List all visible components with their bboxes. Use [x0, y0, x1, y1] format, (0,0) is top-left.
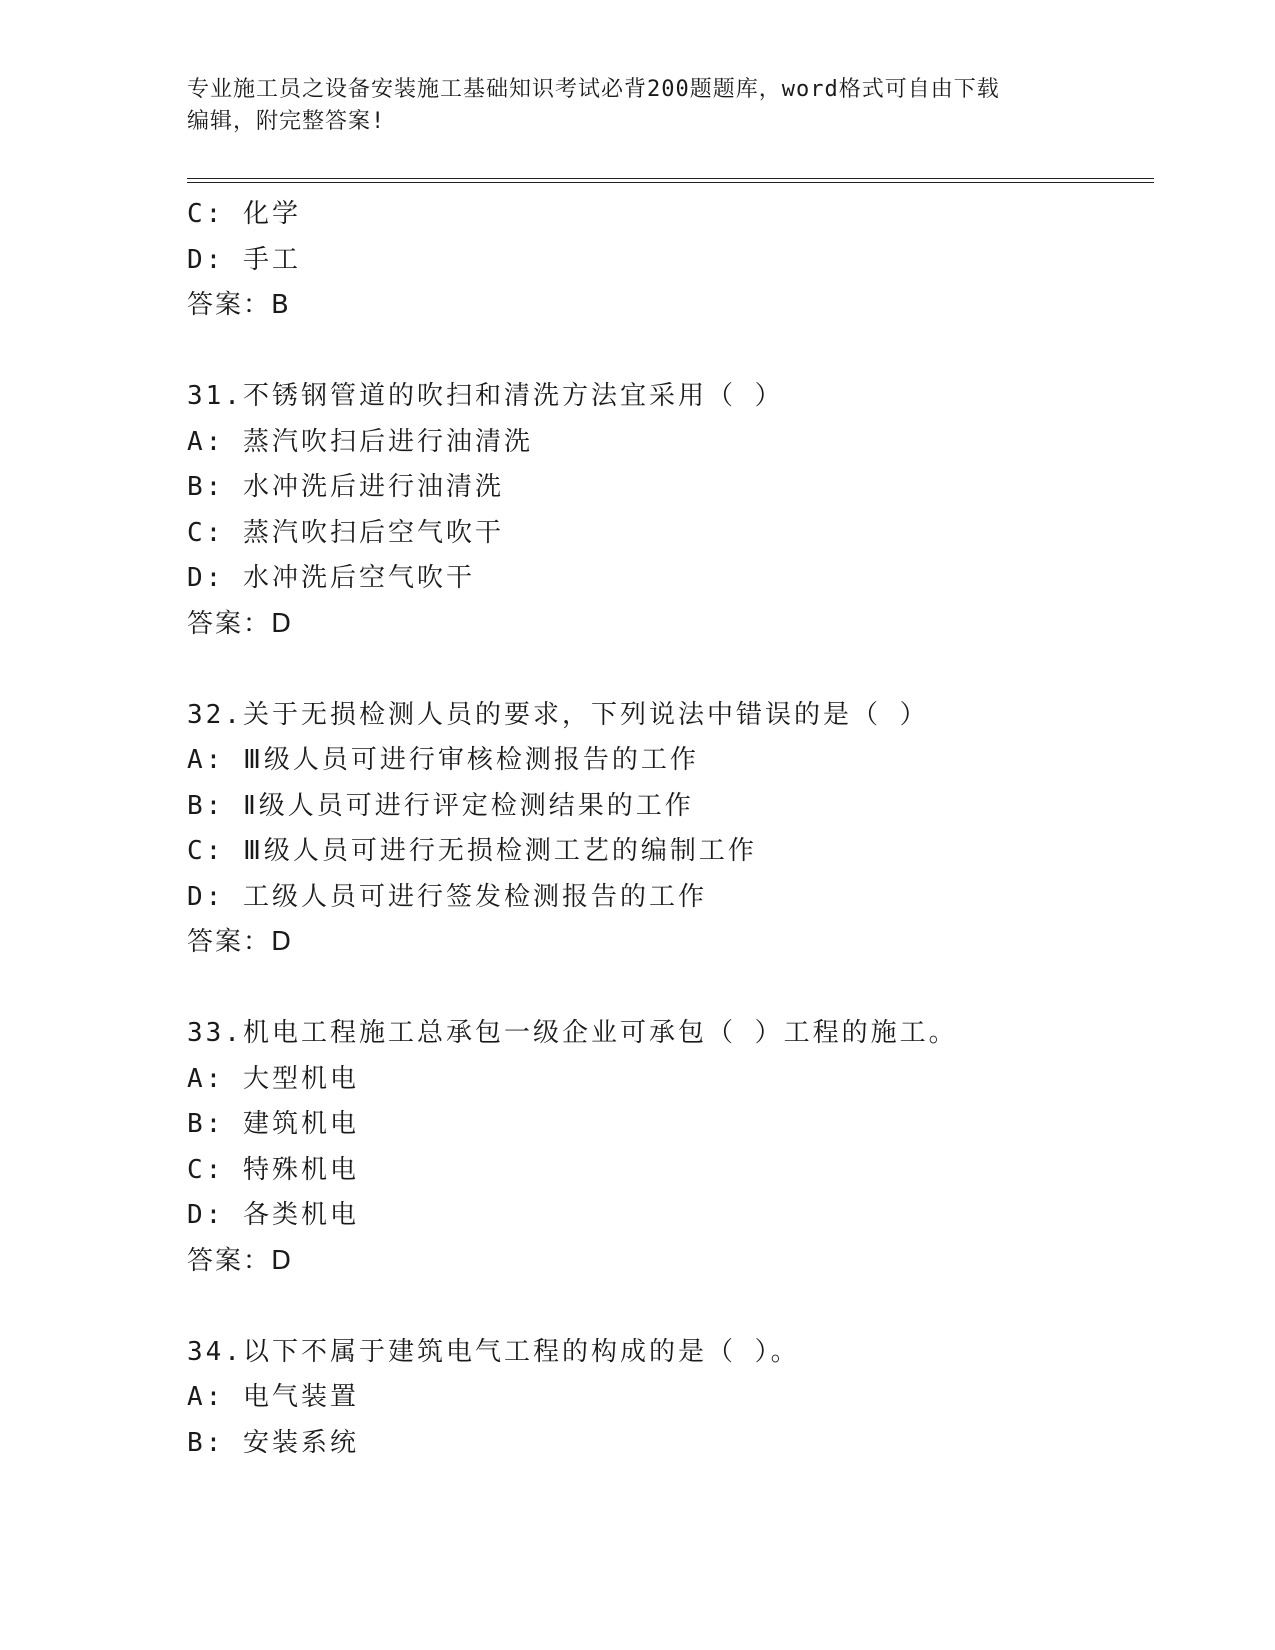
option-b: B: 建筑机电	[187, 1109, 359, 1139]
header-line-1: 专业施工员之设备安装施工基础知识考试必背200题题库，word格式可自由下载	[187, 77, 1000, 102]
header-divider-bottom	[187, 182, 1154, 183]
question-32	[187, 693, 1147, 966]
option-d: D: 手工	[187, 244, 301, 275]
option-d: D: 水冲洗后空气吹干	[187, 563, 475, 593]
answer-line: 答案：B	[187, 290, 291, 320]
question-34	[187, 1330, 1147, 1467]
option-c: C: 特殊机电	[187, 1154, 359, 1185]
option-c: C: 化学	[187, 199, 301, 229]
option-d: D: 各类机电	[187, 1200, 359, 1230]
option-d: D: 工级人员可进行签发检测报告的工作	[187, 881, 707, 912]
question-30-continued	[187, 192, 1147, 329]
document-header	[187, 74, 1067, 138]
answer-line: 答案：D	[187, 927, 294, 957]
question-stem: 34.以下不属于建筑电气工程的构成的是（ ）。	[187, 1336, 800, 1367]
answer-line: 答案：D	[187, 1245, 294, 1276]
answer-line: 答案：D	[187, 608, 294, 639]
option-a: A: 蒸汽吹扫后进行油清洗	[187, 426, 533, 457]
option-a: A: 电气装置	[187, 1382, 359, 1412]
question-33	[187, 1011, 1147, 1284]
question-stem: 31.不锈钢管道的吹扫和清洗方法宜采用（ ）	[187, 381, 784, 411]
option-a: A: Ⅲ级人员可进行审核检测报告的工作	[187, 745, 699, 775]
header-line-2: 编辑，附完整答案!	[187, 109, 386, 134]
header-divider-top	[187, 178, 1154, 179]
question-list	[187, 192, 1147, 1466]
question-31	[187, 374, 1147, 647]
question-stem: 33.机电工程施工总承包一级企业可承包（ ）工程的施工。	[187, 1018, 958, 1048]
option-b: B: Ⅱ级人员可进行评定检测结果的工作	[187, 790, 694, 821]
option-b: B: 安装系统	[187, 1427, 359, 1458]
option-b: B: 水冲洗后进行油清洗	[187, 472, 504, 502]
question-stem: 32.关于无损检测人员的要求，下列说法中错误的是（ ）	[187, 699, 929, 730]
option-c: C: 蒸汽吹扫后空气吹干	[187, 517, 504, 548]
option-c: C: Ⅲ级人员可进行无损检测工艺的编制工作	[187, 836, 757, 866]
option-a: A: 大型机电	[187, 1063, 359, 1094]
